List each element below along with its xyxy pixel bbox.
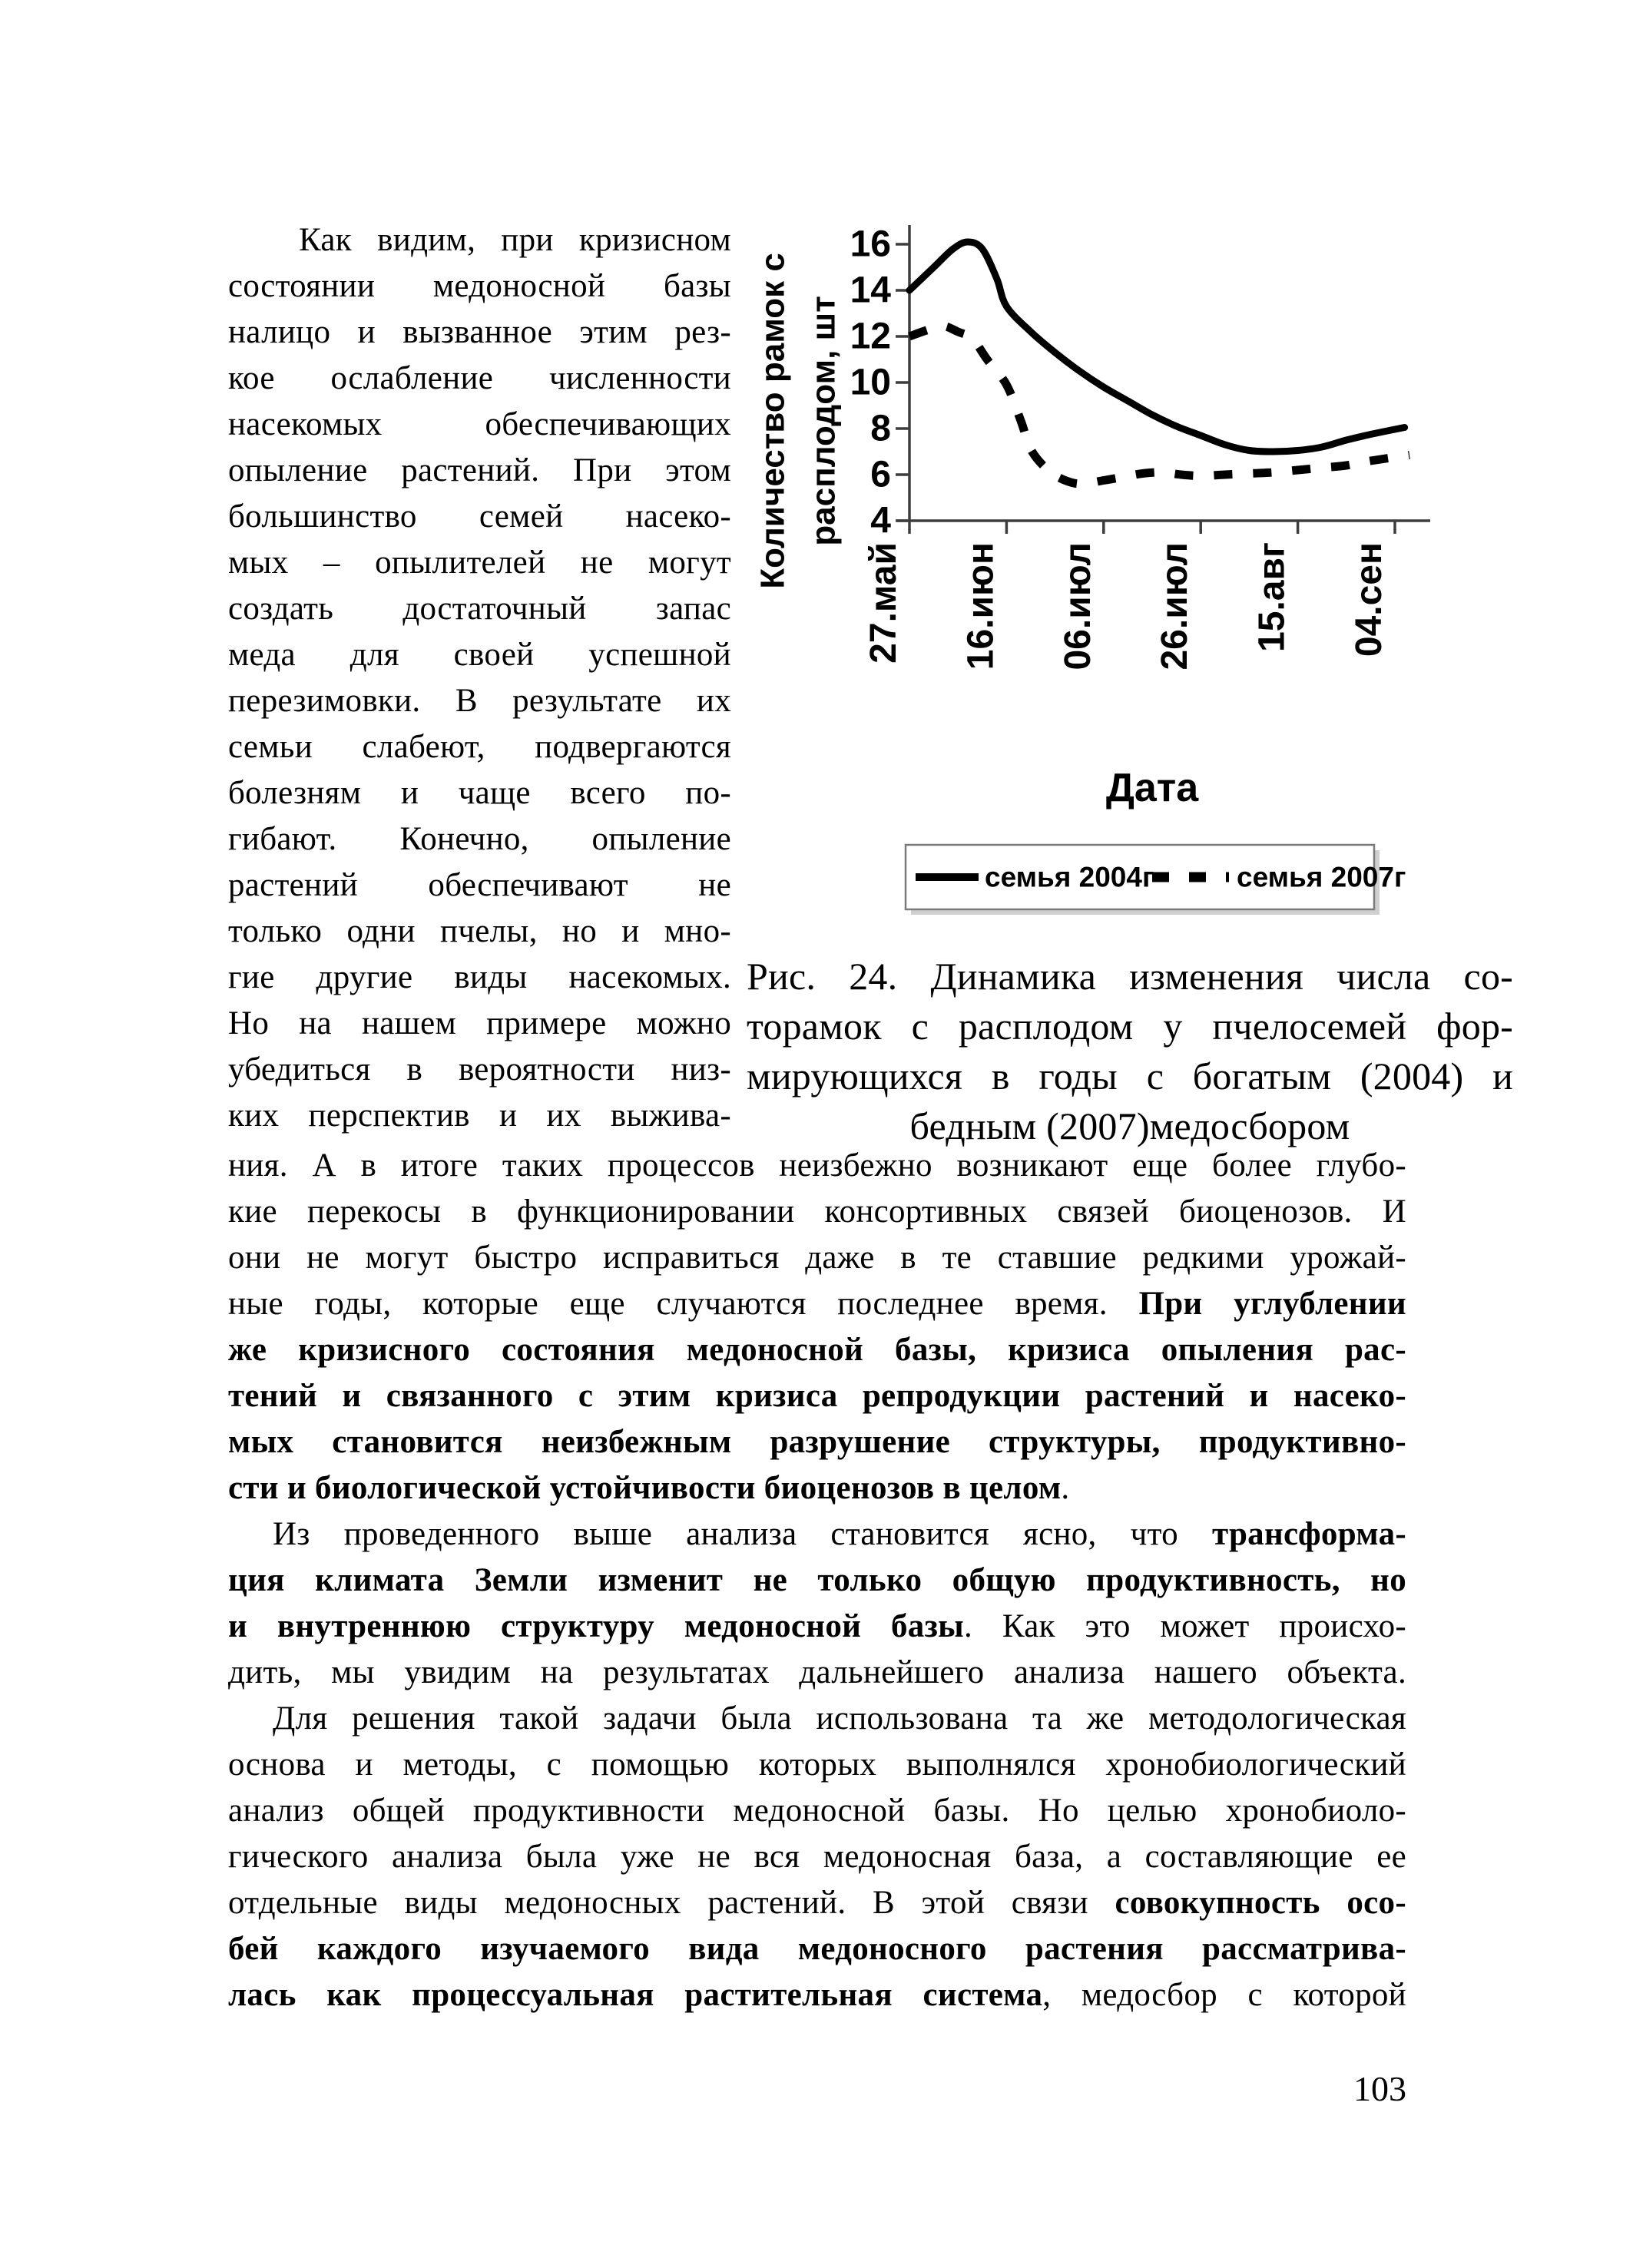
text-line [228, 1093, 731, 1139]
text-line [228, 1465, 1406, 1511]
text-run: отдельные виды медоносных растений. В этой связи [228, 1885, 1115, 1921]
bold-text-run: При углублении [1138, 1286, 1407, 1322]
text-run: убедиться в вероятности низ- [228, 1051, 731, 1088]
brood-frames-chart [747, 217, 1513, 947]
text-line [228, 402, 731, 448]
page-number: 103 [1353, 2069, 1406, 2108]
text-run: мых – опылителей не могут [228, 545, 731, 581]
text-run: они не могут быстро исправиться даже в те ставшие редкими урожай- [228, 1240, 1406, 1276]
text-run: мирующихся в годы с богатым (2004) и [747, 1055, 1513, 1098]
text-line [228, 1558, 1406, 1604]
y-tick-label: 8 [870, 408, 891, 449]
y-tick-label: 14 [850, 270, 891, 311]
text-run: налицо и вызванное этим рез- [228, 314, 731, 350]
text-line [228, 724, 731, 770]
text-run: только одни пчелы, но и мно- [228, 913, 731, 949]
intro-column [228, 217, 731, 1139]
text-run: болезням и чаще всего по- [228, 775, 731, 811]
text-run: опыление растений. При этом [228, 452, 731, 488]
bold-text-run: трансформа- [1212, 1516, 1406, 1552]
caption-line [747, 1051, 1513, 1101]
text-run: . [1061, 1470, 1070, 1506]
text-run: ные годы, которые еще случаются последнее время. [228, 1286, 1139, 1322]
text-line [228, 1880, 1406, 1926]
y-tick-label: 16 [850, 223, 891, 265]
x-tick-label: 27.май [863, 542, 904, 664]
text-run: основа и методы, с помощью которых выполнялся хронобиологический [228, 1747, 1406, 1783]
text-line [228, 1604, 1406, 1650]
text-line [228, 955, 731, 1001]
x-axis-title: Дата [1105, 766, 1199, 810]
text-run: торамок с расплодом у пчелосемей фор- [747, 1005, 1513, 1048]
bold-text-run: сти и биологической устойчивости биоценозов в целом [228, 1470, 1062, 1506]
text-line [228, 909, 731, 955]
text-line [228, 448, 731, 494]
text-line [228, 310, 731, 356]
bold-text-run: тений и связанного с этим кризиса репродукции растений и насеко- [228, 1378, 1406, 1414]
bold-text-run: же кризисного состояния медоносной базы, кризиса опыления рас- [228, 1332, 1406, 1368]
y-tick-label: 4 [870, 500, 891, 541]
text-line [228, 632, 731, 678]
text-line [228, 1235, 1406, 1281]
figure-caption [747, 952, 1513, 1151]
y-axis-title: Количество рамок с [754, 253, 792, 589]
text-line [228, 1926, 1406, 1972]
series-line-2007 [909, 326, 1409, 484]
legend-label-2007: семья 2007г [1237, 861, 1406, 893]
text-line [228, 1511, 1406, 1558]
text-run: Для решения такой задачи была использована та же методологическая [273, 1700, 1406, 1737]
text-run: перезимовки. В результате их [228, 683, 731, 719]
x-tick-label: 15.авг [1251, 542, 1293, 652]
text-line [228, 1373, 1406, 1419]
text-run: насекомых обеспечивающих [228, 406, 731, 442]
text-run: кие перекосы в функционировании консортивных связей биоценозов. И [228, 1194, 1406, 1230]
text-line [228, 863, 731, 909]
bold-text-run: и внутреннюю структуру медоносной базы [228, 1608, 965, 1644]
text-line [228, 1788, 1406, 1834]
x-tick-label: 16.июн [960, 542, 1002, 670]
text-line [228, 1001, 731, 1047]
text-run: состоянии медоносной базы [228, 268, 731, 304]
bold-text-run: лась как процессуальная растительная система [228, 1977, 1043, 2013]
y-axis-title: расплодом, шт [804, 296, 843, 546]
text-run: создать достаточный запас [228, 591, 731, 627]
bold-text-run: ция климата Земли изменит не только общую продуктивность, но [228, 1562, 1406, 1598]
y-tick-label: 6 [870, 454, 891, 495]
text-line [228, 1834, 1406, 1880]
text-line [228, 1143, 1406, 1189]
text-run: гического анализа была уже не вся медоносная база, а составляющие ее [228, 1839, 1406, 1875]
text-line [228, 217, 731, 263]
bold-text-run: совокупность осо- [1115, 1885, 1406, 1921]
text-run: семьи слабеют, подвергаются [228, 729, 731, 765]
text-run: большинство семей насеко- [228, 498, 731, 535]
text-line [228, 1189, 1406, 1235]
text-run: гие другие виды насекомых. [228, 959, 731, 995]
text-run: ния. А в итоге таких процессов неизбежно возникают еще более глубо- [228, 1147, 1406, 1184]
text-line [228, 586, 731, 632]
text-line [228, 1696, 1406, 1742]
text-run: кое ослабление численности [228, 360, 731, 396]
text-line [228, 1327, 1406, 1373]
bold-text-run: бей каждого изучаемого вида медоносного растения рассматрива- [228, 1931, 1406, 1967]
text-line [228, 1281, 1406, 1327]
text-line [228, 356, 731, 402]
text-run: дить, мы увидим на результатах дальнейшего анализа нашего объекта. [228, 1654, 1406, 1690]
text-run: , медосбор с которой [1042, 1977, 1406, 2013]
text-run: Но на нашем примере можно [228, 1005, 731, 1041]
body-text [228, 1143, 1406, 2018]
text-line [228, 263, 731, 310]
x-tick-label: 06.июл [1057, 542, 1098, 670]
figure [747, 217, 1513, 1151]
x-tick-label: 04.сен [1349, 542, 1390, 657]
text-run: гибают. Конечно, опыление [228, 821, 731, 857]
text-line [228, 1972, 1406, 2018]
text-run: Из проведенного выше анализа становится ясно, что [273, 1516, 1212, 1552]
text-line [228, 1650, 1406, 1696]
bold-text-run: мых становится неизбежным разрушение структуры, продуктивно- [228, 1424, 1406, 1460]
text-line [228, 494, 731, 540]
text-run: растений обеспечивают не [228, 867, 731, 903]
x-tick-label: 26.июл [1154, 542, 1196, 670]
text-line [228, 770, 731, 816]
text-line [228, 1742, 1406, 1788]
text-run: меда для своей успешной [228, 637, 731, 673]
caption-line [747, 952, 1513, 1002]
text-run: бедным (2007)медосбором [909, 1104, 1350, 1147]
text-line [228, 540, 731, 586]
text-line [228, 678, 731, 724]
text-run: Как видим, при кризисном [299, 222, 731, 258]
text-line [228, 816, 731, 863]
caption-line [747, 1002, 1513, 1051]
text-run: анализ общей продуктивности медоносной базы. Но целью хронобиоло- [228, 1793, 1406, 1829]
text-line [228, 1047, 731, 1093]
y-tick-label: 12 [850, 316, 891, 357]
legend-label-2004: семья 2004г [985, 861, 1154, 893]
text-run: ких перспектив и их выжива- [228, 1098, 731, 1134]
y-tick-label: 10 [850, 362, 891, 403]
text-run: . Как это может происхо- [964, 1608, 1406, 1644]
text-line [228, 1419, 1406, 1465]
text-run: Рис. 24. Динамика изменения числа со- [747, 955, 1513, 998]
